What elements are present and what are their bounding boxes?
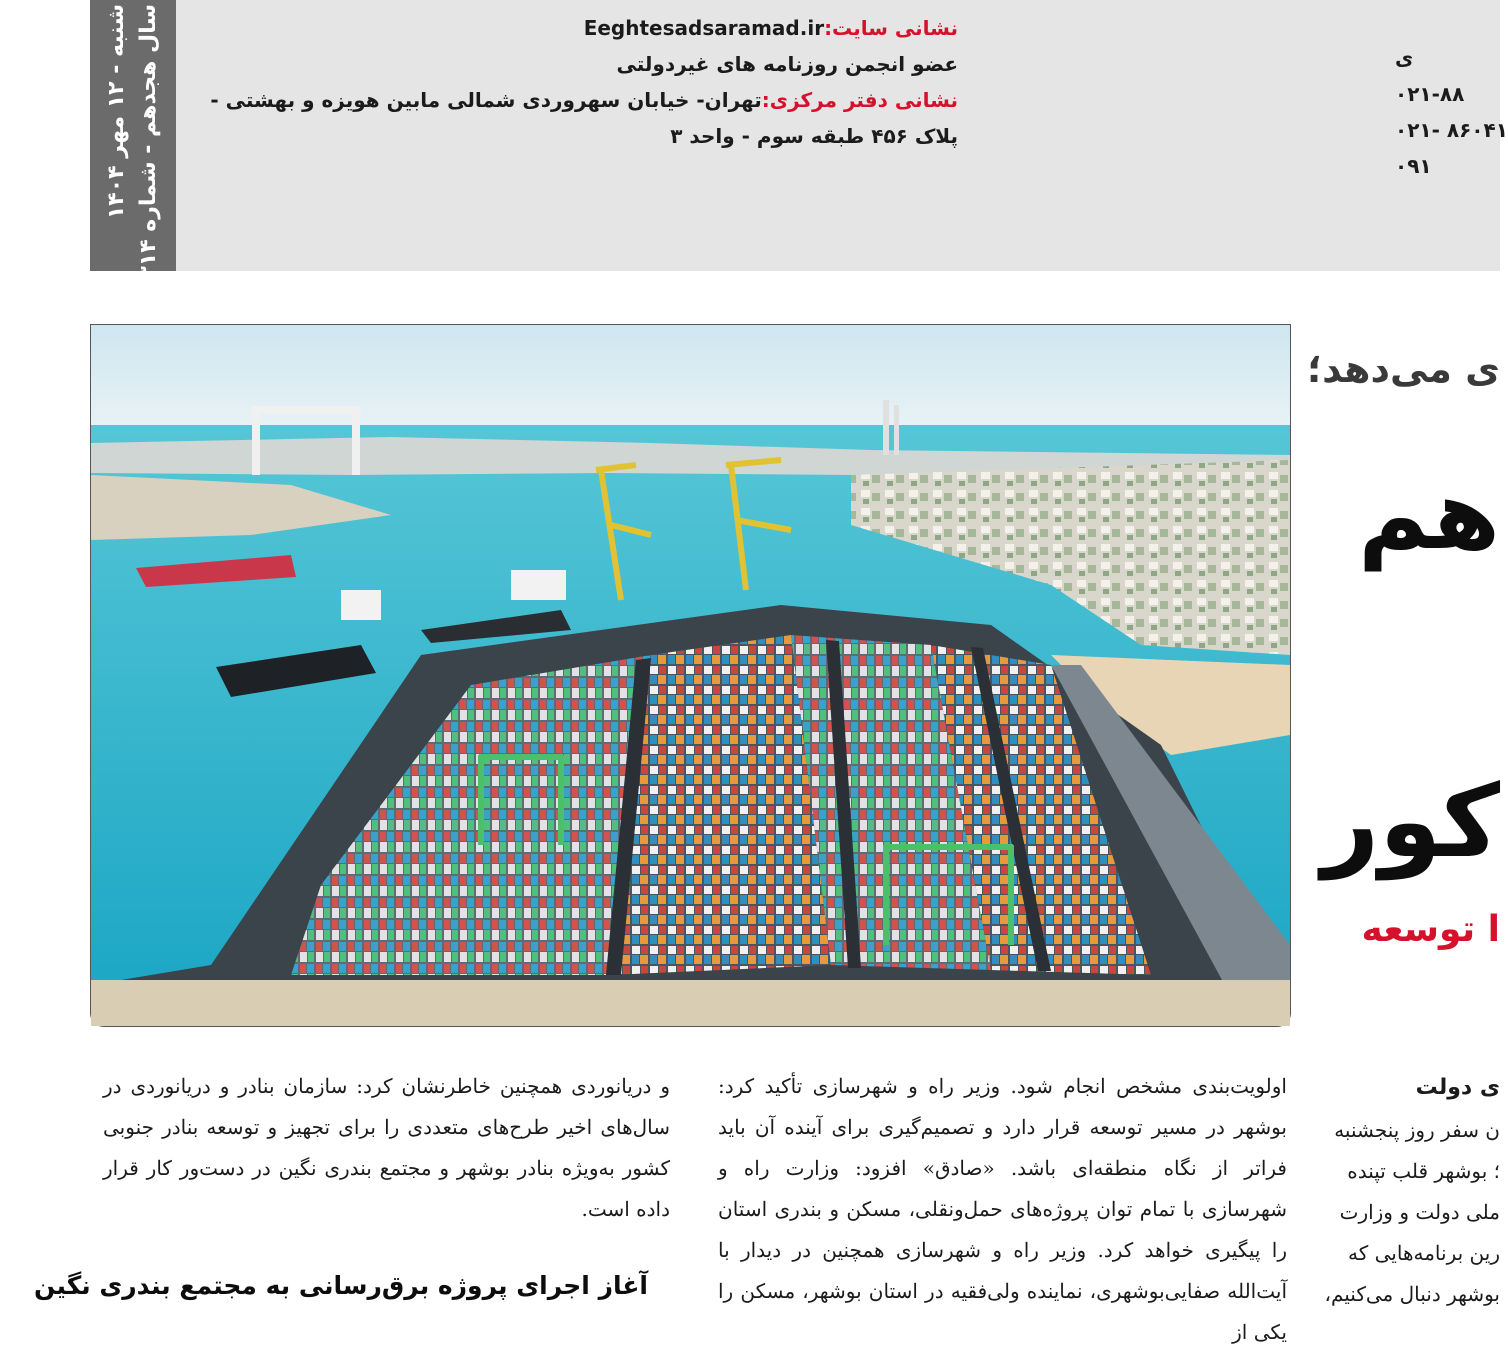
headline-subhead: ا توسعه xyxy=(1361,909,1500,950)
office-value: تهران- خیابان سهروردی شمالی مابین هویزه و بهشتی - xyxy=(210,88,762,112)
site-url-link[interactable]: Eeghtesadsaramad.ir xyxy=(583,16,825,40)
column-subheading: ی دولت xyxy=(1415,1075,1500,1100)
info-cut-line xyxy=(250,0,958,10)
office-address xyxy=(210,82,958,118)
section-title: آغاز اجرای پروژه برق‌رسانی به مجتمع بندری نگین xyxy=(34,1271,648,1300)
site-address xyxy=(250,10,958,46)
port-illustration xyxy=(91,325,1290,1026)
text-line: رین برنامه‌هایی که xyxy=(1348,1241,1500,1265)
paragraph: اولویت‌بندی مشخص انجام شود. وزیر راه و شهرسازی تأکید کرد: بوشهر در مسیر توسعه قرار دارد و تصمیم‌گیری برای آینده آن باید فراتر از نگاه منطقه‌ای باشد. «صادق» افزود: وزارت راه و شهرسازی با تمام توان پروژه‌های حمل‌ونقلی، مسکن و بندری استان را پیگیری خواهد کرد. وزیر راه و شهرسازی همچنین در دیدار با آیت‌الله صفایی‌بوشهری، نماینده ولی‌فقیه در استان بوشهر، مسکن را یکی از xyxy=(718,1074,1287,1344)
association-membership xyxy=(250,46,958,82)
phone-line: ی xyxy=(1395,46,1414,70)
article-column-left xyxy=(103,1066,670,1246)
text-line: ؛ بوشهر قلب تپنده xyxy=(1347,1159,1500,1183)
phone-line: ۰۲۱-۸۸ xyxy=(1395,82,1465,106)
issue-date: شنبه - ۱۲ مهر ۱۴۰۴ xyxy=(104,4,129,220)
phone-numbers xyxy=(1395,40,1508,184)
phone-line: ۰۹۱ xyxy=(1395,154,1432,178)
office-label: نشانی دفتر مرکزی: xyxy=(761,88,958,112)
date-strip xyxy=(90,0,176,294)
site-label: نشانی سایت: xyxy=(824,16,958,40)
office-address-2 xyxy=(250,118,958,154)
port-aerial-photo xyxy=(90,324,1291,1027)
article-column-right xyxy=(1324,1066,1500,1320)
headline-word: هم xyxy=(1358,459,1500,571)
issue-number: سال هجدهم - شماره ۲۳۱۴ xyxy=(136,4,161,294)
text-line: بوشهر دنبال می‌کنیم، xyxy=(1324,1282,1500,1306)
publisher-info xyxy=(210,0,958,154)
headline-kicker: ی می‌دهد؛ xyxy=(1306,347,1500,391)
text-line: ن سفر روز پنجشنبه xyxy=(1334,1118,1500,1142)
phone-line: ۰۲۱- ۸۶۰۴۱ xyxy=(1395,118,1508,142)
office-value-2: پلاک ۴۵۶ طبقه سوم - واحد ۳ xyxy=(670,124,958,148)
text-line: ملی دولت و وزارت xyxy=(1339,1200,1500,1224)
paragraph: و دریانوردی همچنین خاطرنشان کرد: سازمان بنادر و دریانوردی در سال‌های اخیر طرح‌های متعددی را برای تجهیز و توسعه بنادر جنوبی کشور به‌ویژه بنادر بوشهر و مجتمع بندری نگین در دست‌ور کار قرار داده است. xyxy=(103,1074,670,1221)
headline-word: کور xyxy=(1321,763,1500,880)
article-column-middle xyxy=(718,1066,1287,1344)
member-text: عضو انجمن روزنامه های غیردولتی xyxy=(616,52,958,76)
